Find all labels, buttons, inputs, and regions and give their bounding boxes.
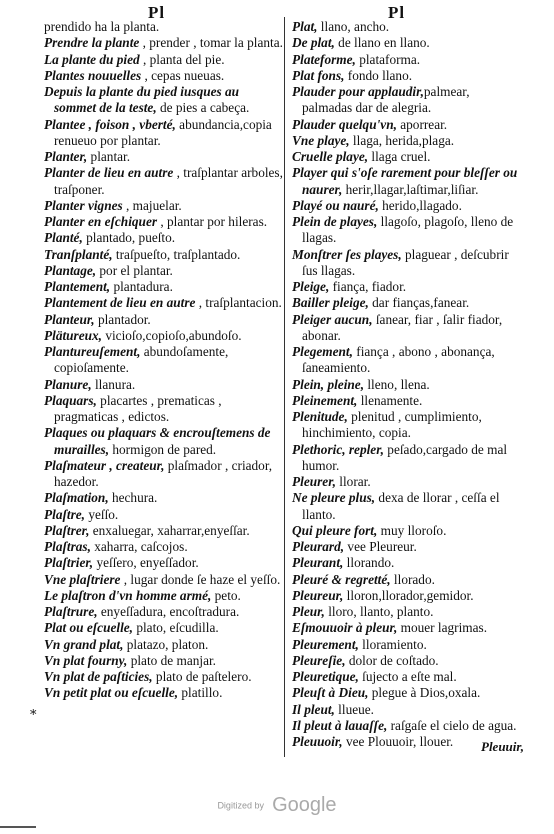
entry-headword: Plethoric, repler, (292, 441, 384, 457)
entry-headword: Plaſtrer, (44, 522, 90, 538)
dictionary-entry (44, 35, 284, 51)
entry-headword: Plätureux, (44, 327, 102, 343)
entry-headword: Qui pleure fort, (292, 522, 378, 538)
entry-headword: Plein de playes, (292, 214, 378, 229)
dictionary-entry (44, 620, 284, 636)
entry-definition: mouer lagrimas. (397, 620, 488, 636)
entry-definition: platazo, platon. (123, 636, 209, 652)
dictionary-entry (292, 669, 520, 685)
entry-definition: lloramiento. (358, 636, 427, 652)
entry-definition: vee Pleureur. (344, 539, 417, 554)
entry-headword: Pleuré & regretté, (292, 571, 391, 587)
entry-definition: plaſmador , criador, hazedor. (54, 457, 273, 489)
entry-headword: Vn grand plat, (44, 636, 124, 652)
entry-headword: Vn petit plat ou eſcuelle, (44, 685, 179, 701)
dictionary-entry (292, 133, 520, 149)
entry-headword: Depuis la plante du pied iusques au sommet de la teste, (44, 84, 240, 116)
dictionary-entry (44, 507, 284, 523)
entry-headword: Plaques ou plaquars & encrouſtemens de murailles, (44, 425, 271, 457)
entry-headword: Vn plat de paſticies, (44, 669, 153, 684)
entry-headword: Plegement, (292, 344, 353, 359)
dictionary-entry (292, 19, 520, 35)
entry-headword: Cruelle playe, (292, 149, 369, 164)
entry-definition: ſanear, fiar , ſalir fiador, abonar. (302, 311, 503, 343)
entry-definition: muy lloroſo. (377, 522, 447, 538)
entry-definition: dexa de llorar , ceſſa el llanto. (302, 490, 500, 522)
dictionary-entry (292, 165, 520, 198)
dictionary-entry (44, 247, 284, 263)
entry-headword: Pleinement, (292, 392, 358, 408)
entry-definition: plato de paſtelero. (152, 669, 252, 684)
entry-definition: vee Plouuoir, llouer. (342, 734, 454, 749)
dictionary-entry (44, 149, 284, 165)
dictionary-entry (44, 214, 284, 230)
entry-headword: Playé ou nauré, (292, 197, 379, 213)
entry-headword: Pleige, (292, 279, 330, 294)
entry-headword: Plaſmation, (44, 490, 109, 506)
entry-headword: Plein, pleine, (292, 376, 365, 392)
entry-headword: Plaſtrure, (44, 604, 98, 619)
entry-definition: yeſſero, enyeſſador. (93, 555, 199, 571)
entry-headword: Planter, (44, 149, 88, 164)
entry-headword: Plat fons, (292, 67, 345, 83)
entry-definition: , traſplantacion. (195, 295, 282, 311)
entry-headword: Il pleut à lauaſſe, (292, 717, 388, 733)
entry-headword: Vn plat fourny, (44, 652, 128, 668)
entry-headword: Plenitude, (292, 409, 348, 424)
entry-definition: , planta del pie. (139, 51, 225, 67)
dictionary-entry (292, 35, 520, 51)
entry-headword: Eſmouuoir à pleur, (292, 620, 398, 636)
entry-headword: Plaſtre, (44, 506, 85, 522)
entry-definition: llenamente. (357, 392, 423, 408)
entry-definition: plantadura. (110, 279, 173, 294)
dictionary-entry (44, 653, 284, 669)
entry-definition: , majuelar. (122, 197, 182, 213)
entry-definition: traſpueſto, traſplantado. (112, 246, 241, 262)
dictionary-entry (292, 539, 520, 555)
entry-headword: Plat ou eſcuelle, (44, 620, 133, 636)
footer-brand-logo: Google (272, 794, 337, 816)
dictionary-entry (292, 149, 520, 165)
entry-definition: llano, ancho. (317, 19, 390, 34)
entry-headword: Vne playe, (292, 132, 350, 148)
dictionary-entry (292, 474, 520, 490)
entry-definition: abundoſamente, copioſamente. (54, 344, 229, 376)
entry-definition: llagoſo, plagoſo, lleno de llagas. (302, 214, 514, 246)
dictionary-entry (292, 295, 520, 311)
entry-definition: hormigon de pared. (109, 441, 217, 457)
dictionary-entry (44, 165, 284, 198)
dictionary-entry (292, 604, 520, 620)
entry-definition: lleno, llena. (364, 376, 430, 392)
entry-headword: Plaſmateur , createur, (44, 457, 165, 473)
entry-headword: Pleurer, (292, 474, 336, 489)
dictionary-entry (44, 230, 284, 246)
entry-definition: enxaluegar, xaharrar,enyeſſar. (89, 522, 250, 538)
entry-definition: plantador. (94, 311, 151, 327)
entry-headword: Plantement de lieu en autre (44, 295, 196, 311)
dictionary-entry (292, 344, 520, 377)
entry-definition: plato de manjar. (127, 652, 216, 668)
entry-definition: plataforma. (355, 51, 421, 67)
entry-headword: De plat, (292, 35, 335, 51)
entry-headword: Planter de lieu en autre (44, 165, 174, 181)
entry-definition: de pies a cabeça. (156, 100, 250, 116)
entry-headword: Bailler pleige, (292, 295, 369, 311)
entry-definition: placartes , prematicas , pragmaticas , edictos. (54, 392, 222, 424)
dictionary-entry (292, 198, 520, 214)
dictionary-entry (292, 685, 520, 701)
dictionary-entry (44, 685, 284, 701)
entry-headword: Plateforme, (292, 51, 356, 67)
entry-definition: enyeſſadura, encoſtradura. (97, 604, 240, 619)
entry-definition: lloro, llanto, planto. (324, 604, 434, 619)
dictionary-entry (44, 588, 284, 604)
dictionary-entry (44, 377, 284, 393)
entry-definition: fiança, fiador. (329, 279, 407, 294)
entry-definition: , prender , tomar la planta. (139, 35, 283, 51)
dictionary-entry (292, 653, 520, 669)
right-column (292, 19, 520, 750)
dictionary-entry (44, 425, 284, 458)
dictionary-entry (292, 312, 520, 345)
entry-headword: Pleurard, (292, 539, 345, 554)
entry-definition: aporrear. (396, 116, 448, 132)
entry-headword: Pleuſt à Dieu, (292, 685, 369, 701)
entry-headword: Pleureur, (292, 587, 344, 603)
entry-headword: Plantureuſement, (44, 344, 141, 359)
dictionary-entry (44, 393, 284, 426)
dictionary-entry (44, 279, 284, 295)
entry-headword: Le plaſtron d'vn homme armé, (44, 587, 212, 603)
footer-digitized-label: Digitized by (217, 800, 264, 811)
dictionary-entry (44, 52, 284, 68)
dictionary-entry (292, 84, 520, 117)
dictionary-entry (44, 19, 284, 35)
entry-definition: plato, eſcudilla. (133, 620, 219, 636)
dictionary-entry (292, 52, 520, 68)
dictionary-entry (44, 117, 284, 150)
left-column (44, 19, 284, 702)
dictionary-entry (292, 523, 520, 539)
dictionary-entry (44, 344, 284, 377)
dictionary-entry (292, 409, 520, 442)
entry-definition: fiança , abono , abonança, ſaneamiento. (302, 344, 495, 376)
entry-headword: Tranſplanté, (44, 246, 113, 262)
dictionary-entry (292, 555, 520, 571)
entry-definition: llorado. (390, 571, 435, 587)
entry-definition: vicioſo,copioſo,abundoſo. (102, 327, 242, 343)
entry-definition: por el plantar. (96, 262, 173, 278)
entry-definition: llaga cruel. (368, 149, 431, 164)
entry-headword: Pleiger aucun, (292, 311, 373, 327)
dictionary-entry (292, 117, 520, 133)
entry-headword: Plauder pour applaudir, (292, 84, 424, 99)
dictionary-entry (292, 214, 520, 247)
dictionary-entry (44, 84, 284, 117)
entry-definition: abundancia,copia renueuo por plantar. (54, 116, 272, 148)
dictionary-entry (292, 620, 520, 636)
entry-definition: plaguear , deſcubrir ſus llagas. (302, 246, 509, 278)
dictionary-entry (44, 490, 284, 506)
dictionary-entry (292, 247, 520, 280)
dictionary-entry (44, 328, 284, 344)
entry-definition: lloron,llorador,gemidor. (343, 587, 474, 603)
entry-headword: Monſtrer ſes playes, (292, 246, 402, 262)
entry-headword: Pleuretique, (292, 669, 359, 684)
dictionary-entry (44, 68, 284, 84)
dictionary-entry (292, 377, 520, 393)
dictionary-entry (292, 572, 520, 588)
dictionary-entry (292, 702, 520, 718)
entry-headword: Planter vignes (44, 197, 123, 213)
entry-definition: herir,llagar,laſtimar,liſiar. (342, 181, 479, 197)
entry-headword: Pleurant, (292, 555, 344, 571)
dictionary-entry (292, 637, 520, 653)
entry-headword: Planure, (44, 376, 92, 392)
page-header-right: Pl (388, 3, 406, 22)
entry-headword: Pleureſie, (292, 652, 346, 668)
entry-definition: xaharra, caſcojos. (90, 539, 188, 554)
entry-headword: Pleur, (292, 604, 325, 619)
entry-headword: Pleuuoir, (292, 734, 343, 749)
entry-headword: Plantee , foison , vberté, (44, 116, 176, 132)
entry-headword: La plante du pied (44, 51, 140, 67)
entry-headword: Planteur, (44, 311, 95, 327)
entry-definition: palmear, palmadas dar de alegria. (302, 84, 470, 116)
entry-definition: , traſplantar arboles, traſponer. (54, 165, 283, 197)
dictionary-entry (44, 572, 284, 588)
entry-headword: Player qui s'oſe rarement pour bleſſer ou naurer, (292, 165, 518, 197)
entry-definition: dolor de coſtado. (345, 652, 439, 668)
margin-mark: * (30, 708, 37, 723)
dictionary-entry (292, 393, 520, 409)
entry-definition: raſgaſe el cielo de agua. (387, 717, 517, 733)
entry-definition: plantado, pueſto. (82, 230, 176, 246)
dictionary-entry (44, 523, 284, 539)
entry-headword: Planter en eſchiquer (44, 214, 158, 229)
entry-headword: Plaquars, (44, 392, 97, 408)
dictionary-entry (44, 604, 284, 620)
entry-definition: fondo llano. (344, 67, 413, 83)
entry-definition: plenitud , cumplimiento, hinchimiento, copia. (302, 409, 482, 441)
entry-definition: , lugar donde ſe haze el yeſſo. (120, 571, 281, 587)
entry-definition: , cepas nueuas. (141, 67, 225, 83)
dictionary-entry (292, 279, 520, 295)
entry-headword: Pleurement, (292, 636, 359, 652)
column-divider (284, 17, 285, 757)
dictionary-entry (44, 555, 284, 571)
page-header-left: Pl (148, 3, 166, 22)
entry-definition: plegue à Dios,oxala. (368, 685, 481, 701)
entry-definition: llorando. (343, 555, 395, 571)
entry-definition: dar fianças,fanear. (368, 295, 470, 311)
footer-rule (0, 826, 36, 828)
dictionary-entry (292, 490, 520, 523)
entry-headword: Ne pleure plus, (292, 490, 376, 506)
entry-definition: herido,llagado. (378, 197, 462, 213)
entry-headword: Plantes nouuelles (44, 67, 142, 83)
dictionary-entry (44, 263, 284, 279)
dictionary-entry (44, 295, 284, 311)
entry-headword: Plauder quelqu'vn, (292, 116, 397, 132)
entry-headword: Plat, (292, 19, 318, 34)
entry-headword: Vne plaſtriere (44, 571, 121, 587)
entry-headword: Plantement, (44, 279, 111, 294)
digitization-footer (0, 794, 554, 817)
entry-definition: llaga, herida,plaga. (349, 132, 455, 148)
entry-headword: Planté, (44, 230, 83, 246)
entry-definition: llorar. (335, 474, 371, 489)
entry-headword: Plantage, (44, 262, 97, 278)
dictionary-entry (44, 312, 284, 328)
entry-headword: Prendre la plante (44, 35, 140, 51)
entry-definition: , plantar por hileras. (157, 214, 268, 229)
entry-definition: llanura. (91, 376, 136, 392)
entry-headword: Plaſtrier, (44, 555, 94, 571)
entry-definition: ſujecto a eſte mal. (358, 669, 457, 684)
entry-definition: hechura. (108, 490, 158, 506)
entry-definition: de llano en llano. (334, 35, 430, 51)
entry-headword: Plaſtras, (44, 539, 91, 554)
catchword: Pleuuir, (481, 739, 524, 754)
dictionary-entry (44, 198, 284, 214)
entry-definition: peto. (211, 587, 241, 603)
entry-headword: Il pleut, (292, 701, 335, 717)
entry-definition: platillo. (178, 685, 223, 701)
dictionary-entry (44, 458, 284, 491)
dictionary-entry (292, 442, 520, 475)
dictionary-entry (292, 588, 520, 604)
dictionary-entry (292, 68, 520, 84)
dictionary-entry (44, 539, 284, 555)
entry-definition: plantar. (87, 149, 131, 164)
entry-definition: peſado,cargado de mal humor. (302, 441, 508, 473)
entry-definition: yeſſo. (85, 506, 119, 522)
dictionary-entry (292, 718, 520, 734)
dictionary-entry (44, 637, 284, 653)
entry-definition: llueue. (334, 701, 374, 717)
entry-definition: prendido ha la planta. (44, 19, 160, 34)
dictionary-entry (44, 669, 284, 685)
